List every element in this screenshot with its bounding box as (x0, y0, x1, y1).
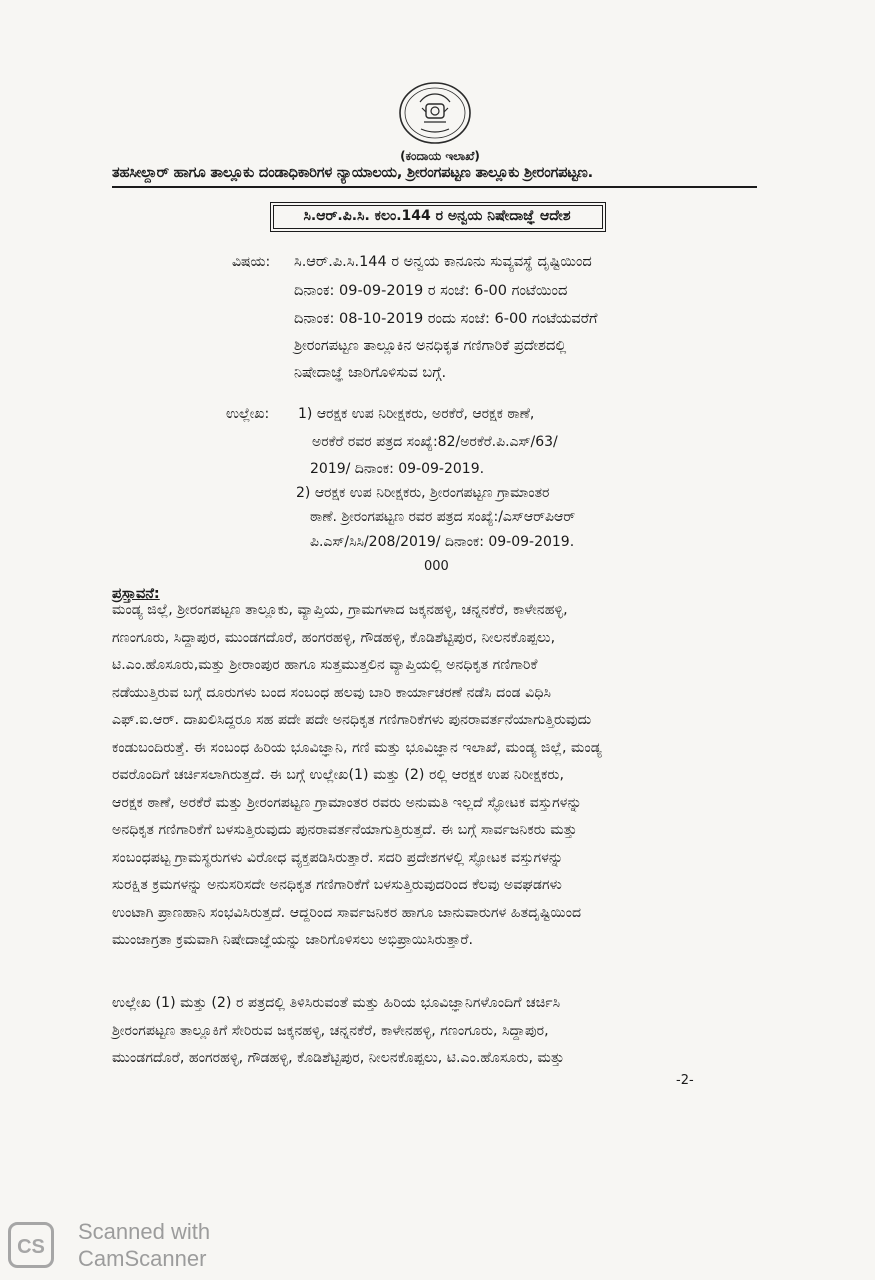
paragraph-line: ಉಂಟಾಗಿ ಪ್ರಾಣಹಾನಿ ಸಂಭವಿಸಿರುತ್ತದೆ. ಆದ್ದರಿಂದ ಸಾರ್ವಜನಿಕರ ಹಾಗೂ ಜಾನುವಾರುಗಳ ಹಿತದೃಷ್ಟಿಯಿಂದ (112, 904, 582, 921)
paragraph-line: ಆರಕ್ಷಕ ಠಾಣೆ, ಅರಕೆರೆ ಮತ್ತು ಶ್ರೀರಂಗಪಟ್ಟಣ ಗ್ರಾಮಾಂತರ ರವರು ಅನುಮತಿ ಇಲ್ಲದೆ ಸ್ಫೋಟಕ ವಸ್ತುಗಳನ್ನು (112, 794, 582, 811)
watermark-line: Scanned with (78, 1219, 211, 1244)
subject-line: ನಿಷೇದಾಜ್ಞೆ ಜಾರಿಗೊಳಿಸುವ ಬಗ್ಗೆ. (294, 365, 447, 381)
reference-line: 2019/ ದಿನಾಂಕ: 09-09-2019. (310, 461, 485, 477)
subject-line: ಶ್ರೀರಂಗಪಟ್ಟಣ ತಾಲ್ಲೂಕಿನ ಅನಧಿಕೃತ ಗಣಿಗಾರಿಕೆ ಪ್ರದೇಶದಲ್ಲಿ (294, 338, 567, 354)
paragraph-line: ಶ್ರೀರಂಗಪಟ್ಟಣ ತಾಲ್ಲೂಕಿಗೆ ಸೇರಿರುವ ಜಕ್ಕನಹಳ್ಳಿ, ಚನ್ನನಕೆರೆ, ಕಾಳೇನಹಳ್ಳಿ, ಗಣಂಗೂರು, ಸಿದ್ದಾಪುರ, (112, 1022, 549, 1039)
order-paragraph (112, 990, 762, 1073)
paragraph-line: ಕಂಡುಬಂದಿರುತ್ತೆ. ಈ ಸಂಬಂಧ ಹಿರಿಯ ಭೂವಿಜ್ಞಾನಿ, ಗಣಿ ಮತ್ತು ಭೂವಿಜ್ಞಾನ ಇಲಾಖೆ, ಮಂಡ್ಯ ಜಿಲ್ಲೆ, ಮಂಡ್ಯ (112, 739, 602, 756)
reference-line: ಪಿ.ಎಸ್/ಸಿಸಿ/208/2019/ ದಿನಾಂಕ: 09-09-2019. (310, 534, 575, 550)
header-divider (112, 186, 757, 188)
reference-label: ಉಲ್ಲೇಖ: (226, 406, 270, 422)
paragraph-line: ಮುಂಡಗದೊರೆ, ಹಂಗರಹಳ್ಳಿ, ಗೌಡಹಳ್ಳಿ, ಕೊಡಿಶೆಟ್ಟಿಪುರ, ನೀಲನಕೊಪ್ಪಲು, ಟಿ.ಎಂ.ಹೊಸೂರು, ಮತ್ತು (112, 1050, 565, 1066)
page-number: -2- (676, 1073, 694, 1088)
paragraph-line: ನಡೆಯುತ್ತಿರುವ ಬಗ್ಗೆ ದೂರುಗಳು ಬಂದ ಸಂಬಂಧ ಹಲವು ಬಾರಿ ಕಾರ್ಯಾಚರಣೆ ನಡೆಸಿ ದಂಡ ವಿಧಿಸಿ (112, 684, 552, 701)
paragraph-line: ಟಿ.ಎಂ.ಹೊಸೂರು,ಮತ್ತು ಶ್ರೀರಾಂಪುರ ಹಾಗೂ ಸುತ್ತಮುತ್ತಲಿನ ವ್ಯಾಪ್ತಿಯಲ್ಲಿ ಅನಧಿಕೃತ ಗಣಿಗಾರಿಕೆ (112, 657, 538, 673)
department-label: (ಕಂದಾಯ ಇಲಾಖೆ) (400, 149, 480, 163)
reference-line: ಠಾಣೆ. ಶ್ರೀರಂಗಪಟ್ಟಣ ರವರ ಪತ್ರದ ಸಂಖ್ಯೆ:/ಎಸ್‌ಆರ್‌ಪಿಆರ್ (310, 509, 576, 525)
government-seal-icon (396, 80, 474, 146)
subject-line: ಸಿ.ಆರ್.ಪಿ.ಸಿ.144 ರ ಅನ್ವಯ ಕಾನೂನು ಸುವ್ಯವಸ್ಥೆ ದೃಷ್ಟಿಯಿಂದ (294, 254, 592, 270)
office-heading: ತಹಸೀಲ್ದಾರ್ ಹಾಗೂ ತಾಲ್ಲೂಕು ದಂಡಾಧಿಕಾರಿಗಳ ನ್ಯಾಯಾಲಯ, ಶ್ರೀರಂಗಪಟ್ಟಣ ತಾಲ್ಲೂಕು ಶ್ರೀರಂಗಪಟ್ಟಣ. (112, 165, 593, 181)
paragraph-line: ಎಫ್.ಐ.ಆರ್. ದಾಖಲಿಸಿದ್ದರೂ ಸಹ ಪದೇ ಪದೇ ಅನಧಿಕೃತ ಗಣಿಗಾರಿಕೆಗಳು ಪುನರಾವರ್ತನೆಯಾಗುತ್ತಿರುವುದು (112, 712, 592, 728)
preamble-heading: ಪ್ರಸ್ತಾವನೆ: (112, 586, 160, 602)
camscanner-logo (8, 1222, 54, 1268)
subject-label: ವಿಷಯ: (232, 254, 271, 270)
reference-line: 1) ಆರಕ್ಷಕ ಉಪ ನಿರೀಕ್ಷಕರು, ಅರಕೆರೆ, ಆರಕ್ಷಕ ಠಾಣೆ, (298, 406, 535, 422)
paragraph-line: ಉಲ್ಲೇಖ (1) ಮತ್ತು (2) ರ ಪತ್ರದಲ್ಲಿ ತಿಳಿಸಿರುವಂತೆ ಮತ್ತು ಹಿರಿಯ ಭೂವಿಜ್ಞಾನಿಗಳೊಂದಿಗೆ ಚರ್ಚಿಸಿ (112, 995, 561, 1011)
camscanner-logo-text: CS (17, 1236, 45, 1258)
reference-line: 2) ಆರಕ್ಷಕ ಉಪ ನಿರೀಕ್ಷಕರು, ಶ್ರೀರಂಗಪಟ್ಟಣ ಗ್ರಾಮಾಂತರ (296, 485, 550, 501)
reference-line: ಅರಕೆರೆ ರವರ ಪತ್ರದ ಸಂಖ್ಯೆ:82/ಅರಕೆರೆ.ಪಿ.ಎಸ್/63/ (312, 434, 558, 450)
subject-line: ದಿನಾಂಕ: 09-09-2019 ರ ಸಂಜೆ: 6-00 ಗಂಟೆಯಿಂದ (294, 283, 568, 299)
camscanner-watermark (78, 1218, 210, 1272)
paragraph-line: ಮಂಡ್ಯ ಜಿಲ್ಲೆ, ಶ್ರೀರಂಗಪಟ್ಟಣ ತಾಲ್ಲೂಕು, ವ್ಯಾಪ್ತಿಯ, ಗ್ರಾಮಗಳಾದ ಜಕ್ಕನಹಳ್ಳಿ, ಚನ್ನನಕೆರೆ, ಕಾಳೇನಹಳ್ಳಿ, (112, 602, 568, 618)
subject-line: ದಿನಾಂಕ: 08-10-2019 ರಂದು ಸಂಜೆ: 6-00 ಗಂಟೆಯವರೆಗೆ (294, 311, 598, 327)
reference-separator: 000 (424, 559, 449, 574)
paragraph-line: ಸುರಕ್ಷಿತ ಕ್ರಮಗಳನ್ನು ಅನುಸರಿಸದೇ ಅನಧಿಕೃತ ಗಣಿಗಾರಿಕೆಗೆ ಬಳಸುತ್ತಿರುವುದರಿಂದ ಕೆಲವು ಅವಘಡಗಳು (112, 877, 562, 893)
paragraph-line: ಮುಂಜಾಗ್ರತಾ ಕ್ರಮವಾಗಿ ನಿಷೇದಾಜ್ಞೆಯನ್ನು ಜಾರಿಗೊಳಿಸಲು ಅಭಿಪ್ರಾಯಿಸಿರುತ್ತಾರೆ. (112, 932, 473, 948)
paragraph-line: ಗಣಂಗೂರು, ಸಿದ್ದಾಪುರ, ಮುಂಡಗದೊರೆ, ಹಂಗರಹಳ್ಳಿ, ಗೌಡಹಳ್ಳಿ, ಕೊಡಿಶೆಟ್ಟಿಪುರ, ನೀಲನಕೊಪ್ಪಲು, (112, 629, 556, 646)
paragraph-line: ಅನಧಿಕೃತ ಗಣಿಗಾರಿಕೆಗೆ ಬಳಸುತ್ತಿರುವುದು ಪುನರಾವರ್ತನೆಯಾಗುತ್ತಿರುತ್ತದೆ. ಈ ಬಗ್ಗೆ ಸಾರ್ವಜನಿಕರು ಮತ್ತು (112, 822, 577, 838)
paragraph-line: ರವರೊಂದಿಗೆ ಚರ್ಚಿಸಲಾಗಿರುತ್ತದೆ. ಈ ಬಗ್ಗೆ ಉಲ್ಲೇಖ(1) ಮತ್ತು (2) ರಲ್ಲಿ ಆರಕ್ಷಕ ಉಪ ನಿರೀಕ್ಷಕರು, (112, 767, 564, 783)
order-title: ಸಿ.ಆರ್.ಪಿ.ಸಿ. ಕಲಂ.144 ರ ಅನ್ವಯ ನಿಷೇದಾಜ್ಞೆ ಆದೇಶ (303, 208, 571, 224)
paragraph-line: ಸಂಬಂಧಪಟ್ಟ ಗ್ರಾಮಸ್ಥರುಗಳು ವಿರೋಧ ವ್ಯಕ್ತಪಡಿಸಿರುತ್ತಾರೆ. ಸದರಿ ಪ್ರದೇಶಗಳಲ್ಲಿ ಸ್ಫೋಟಕ ವಸ್ತುಗಳನ್ನು (112, 849, 564, 866)
watermark-line: CamScanner (78, 1246, 207, 1271)
preamble-paragraph (112, 597, 762, 955)
